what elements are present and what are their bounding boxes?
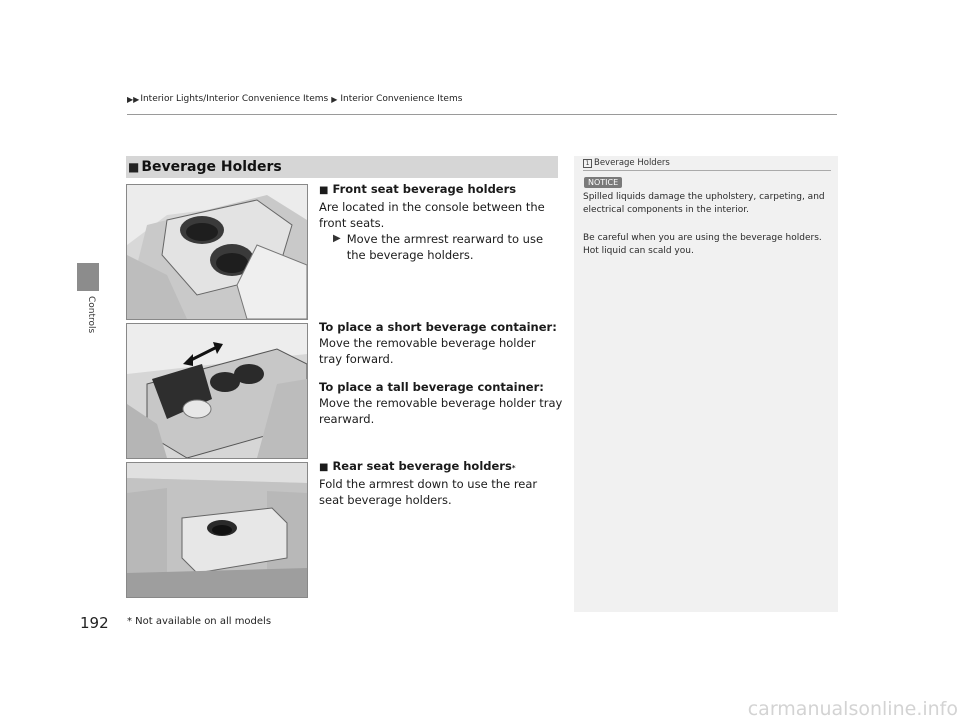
front-holders-heading-text: Front seat beverage holders — [332, 182, 517, 196]
breadcrumb-arrow-icon: ▶ — [331, 94, 338, 104]
section-heading — [126, 156, 558, 178]
front-holders-text: Are located in the console between the front seats. — [319, 200, 545, 230]
side-note-panel — [574, 156, 838, 612]
square-bullet-icon: ■ — [128, 160, 140, 174]
rear-holders-block — [319, 458, 559, 508]
short-container-text: Move the removable beverage holder tray forward. — [319, 336, 536, 366]
front-cupholder-image — [126, 184, 308, 320]
chapter-tab-marker — [77, 263, 99, 291]
tall-container-block — [319, 379, 564, 427]
short-container-block — [319, 319, 559, 367]
tall-container-text: Move the removable beverage holder tray rearward. — [319, 396, 563, 426]
side-note-divider — [583, 170, 831, 171]
section-title: Beverage Holders — [141, 159, 282, 175]
front-holders-instruction — [319, 231, 559, 263]
notice-text: Spilled liquids damage the upholstery, carpeting, and electrical components in the interior. — [583, 192, 825, 215]
front-holders-block — [319, 181, 559, 263]
caution-text: Be careful when you are using the beverage holders. Hot liquid can scald you. — [583, 233, 822, 256]
rear-holders-heading — [319, 458, 559, 476]
header-divider — [127, 114, 837, 115]
front-holders-heading — [319, 181, 559, 199]
page-number: 192 — [80, 614, 109, 632]
short-container-label: To place a short beverage container: — [319, 320, 557, 334]
rear-armrest-image — [126, 462, 308, 598]
note-reference-icon: 1 — [583, 159, 592, 168]
rear-holders-heading-text: Rear seat beverage holders — [332, 459, 512, 473]
side-note-title — [583, 158, 670, 168]
watermark: carmanualsonline.info — [747, 698, 958, 720]
footnote: * Not available on all models — [127, 616, 272, 627]
side-note-title-text: Beverage Holders — [594, 158, 670, 168]
front-holders-instruction-text: Move the armrest rearward to use the beverage holders. — [346, 232, 544, 262]
footnote-mark: * — [511, 464, 516, 472]
breadcrumb-item[interactable]: Interior Lights/Interior Convenience Items — [140, 94, 329, 104]
notice-badge: NOTICE — [584, 177, 622, 188]
square-bullet-icon: ■ — [319, 462, 329, 473]
breadcrumb-arrow-icon: ▶▶ — [127, 94, 140, 104]
instruction-arrow-icon: ▶ — [333, 233, 341, 244]
breadcrumb-item[interactable]: Interior Convenience Items — [340, 94, 463, 104]
chapter-tab[interactable] — [84, 296, 96, 356]
removable-tray-image — [126, 323, 308, 459]
tall-container-label: To place a tall beverage container: — [319, 380, 544, 394]
chapter-tab-label: Controls — [86, 296, 96, 334]
square-bullet-icon: ■ — [319, 185, 329, 196]
breadcrumb — [127, 94, 462, 104]
rear-holders-text: Fold the armrest down to use the rear seat beverage holders. — [319, 477, 538, 507]
